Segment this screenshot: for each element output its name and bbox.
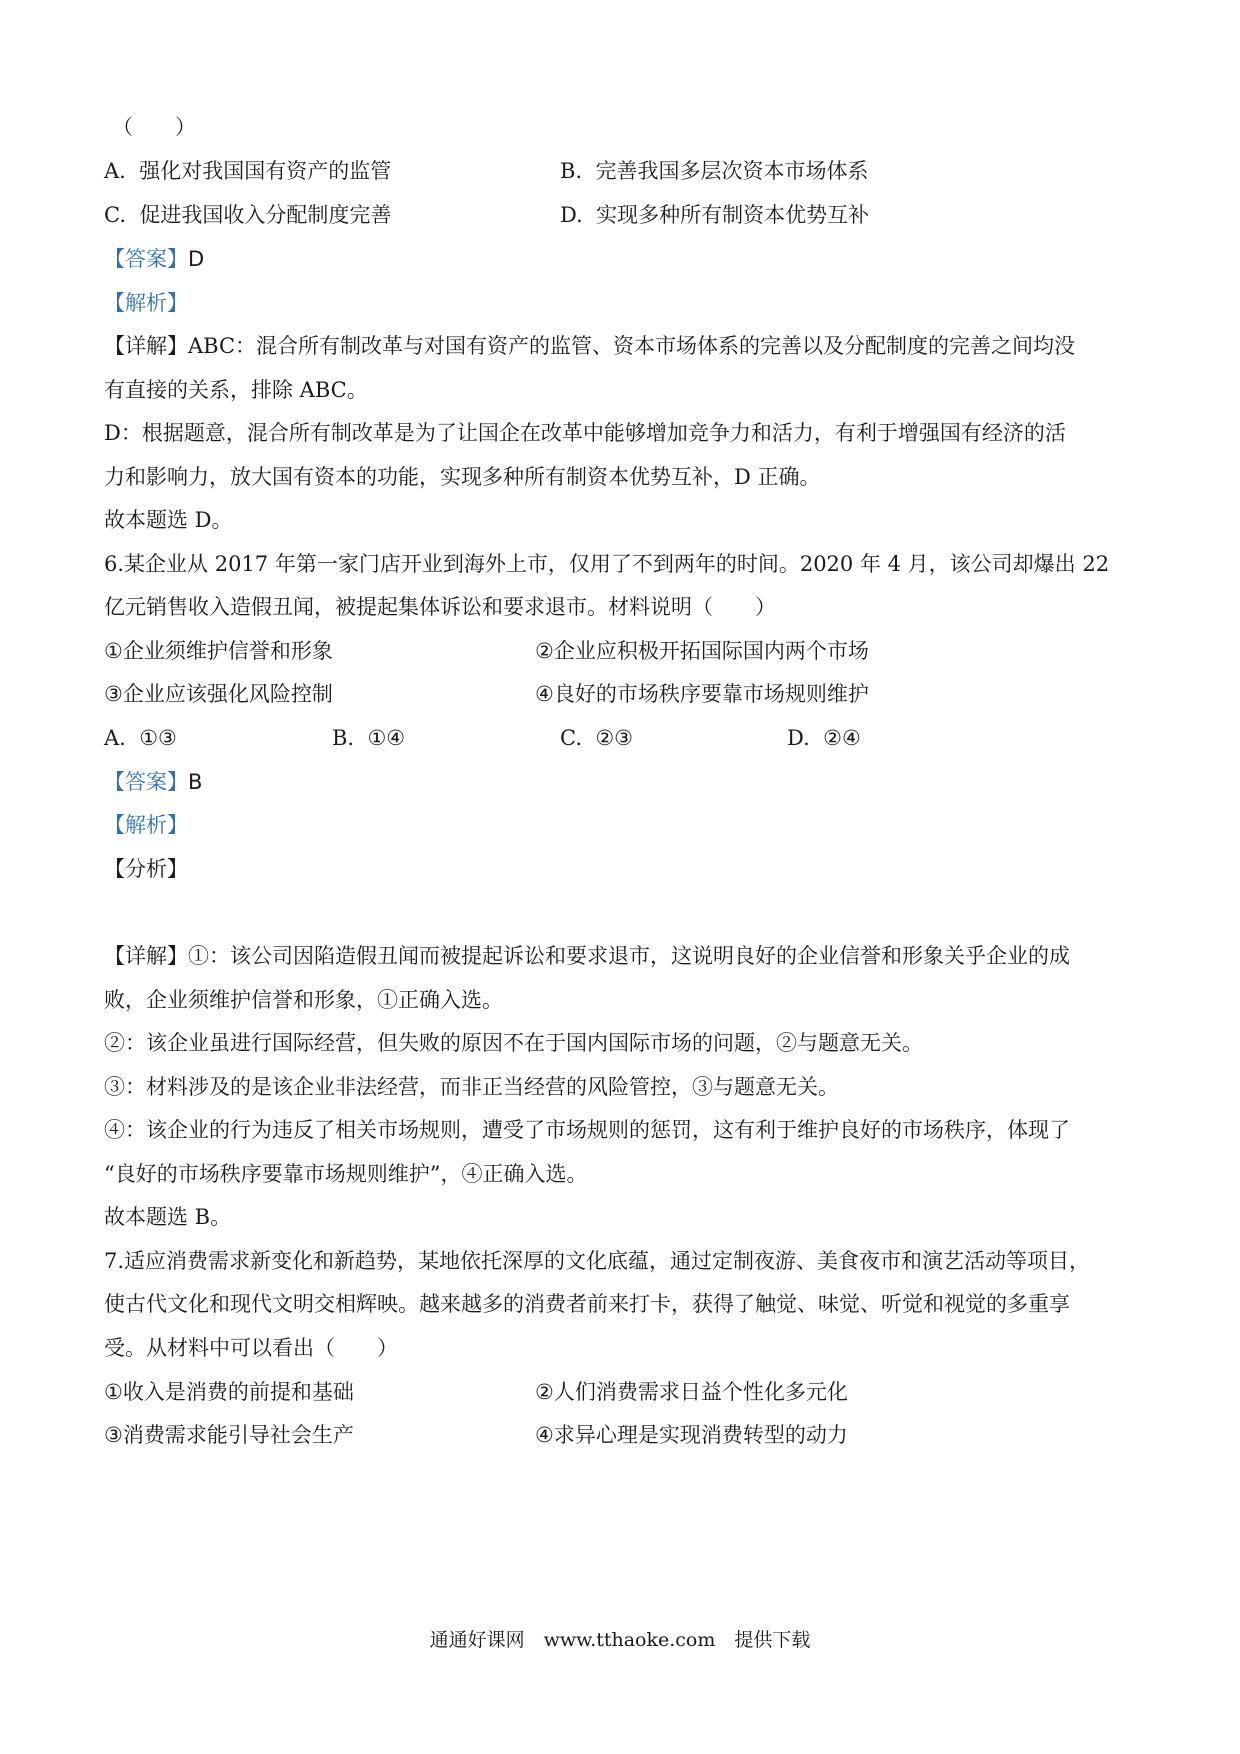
- q6-option-d-text: ②④: [823, 726, 861, 750]
- q5-option-c-letter: C.: [104, 203, 126, 227]
- q6-stem-line-1: 6.某企业从 2017 年第一家门店开业到海外上市，仅用了不到两年的时间。2020 年 4 月，该公司却爆出 22: [104, 552, 1110, 576]
- q6-detail-line-3: ②：该企业虽进行国际经营，但失败的原因不在于国内国际市场的问题，②与题意无关。: [104, 1031, 923, 1055]
- q6-option-d-letter: D.: [787, 726, 810, 750]
- q5-option-d-letter: D.: [560, 203, 583, 227]
- q6-item-2: ②企业应积极开拓国际国内两个市场: [535, 639, 869, 663]
- q5-detail-line-1: [104, 331, 1075, 361]
- q6-answer-tag: 【答案】: [104, 770, 188, 794]
- q6-conclusion: 故本题选 B。: [104, 1205, 232, 1229]
- q5-answer-tag: 【答案】: [104, 247, 188, 271]
- q5-option-a: [104, 156, 391, 186]
- q6-option-b-letter: B.: [332, 726, 355, 750]
- q6-option-c-letter: C.: [560, 726, 582, 750]
- q6-item-1: ①企业须维护信誉和形象: [104, 639, 333, 663]
- q7-item-4: ④求异心理是实现消费转型的动力: [535, 1423, 848, 1447]
- q5-option-d: [560, 200, 869, 230]
- q5-answer: [104, 244, 204, 274]
- q5-detail-text-1: ABC：混合所有制改革与对国有资产的监管、资本市场体系的完善以及分配制度的完善之间均没: [188, 334, 1076, 358]
- q5-detail-tag: 【详解】: [104, 334, 188, 358]
- q5-conclusion: 故本题选 D。: [104, 508, 233, 532]
- q6-detail-text-1: ①：该公司因陷造假丑闻而被提起诉讼和要求退市，这说明良好的企业信誉和形象关乎企业的成: [188, 944, 1070, 968]
- q6-option-a-letter: A.: [104, 726, 126, 750]
- q6-answer: [104, 767, 202, 797]
- q5-detail-line-4: 力和影响力，放大国有资本的功能，实现多种所有制资本优势互补，D 正确。: [104, 465, 821, 489]
- q5-option-d-text: 实现多种所有制资本优势互补: [596, 203, 870, 227]
- q6-answer-value: B: [188, 770, 203, 794]
- q6-detail-line-6: “良好的市场秩序要靠市场规则维护”，④正确入选。: [104, 1162, 588, 1186]
- q7-item-3: ③消费需求能引导社会生产: [104, 1423, 354, 1447]
- q5-option-c: [104, 200, 391, 230]
- q6-detail-line-2: 败，企业须维护信誉和形象，①正确入选。: [104, 988, 503, 1012]
- q5-analysis-tag: 【解析】: [104, 291, 188, 315]
- q5-detail-line-3: D：根据题意，混合所有制改革是为了让国企在改革中能够增加竞争力和活力，有利于增强国有经济的活: [104, 421, 1066, 445]
- q6-option-d: [787, 723, 861, 753]
- q5-option-c-text: 促进我国收入分配制度完善: [139, 203, 392, 227]
- q6-option-b-text: ①④: [367, 726, 406, 750]
- q5-option-b-text: 完善我国多层次资本市场体系: [595, 159, 869, 183]
- q5-stem-tail: （ ）: [112, 115, 196, 139]
- q6-fenxi-tag: 【分析】: [104, 857, 188, 881]
- page-footer: 通通好课网 www.tthaoke.com 提供下载: [429, 1629, 811, 1651]
- q7-stem-line-3: 受。从材料中可以看出（ ）: [104, 1336, 398, 1360]
- q7-item-1: ①收入是消费的前提和基础: [104, 1380, 354, 1404]
- q6-option-c: [560, 723, 633, 753]
- q6-option-a-text: ①③: [139, 726, 177, 750]
- q7-item-2: ②人们消费需求日益个性化多元化: [535, 1380, 848, 1404]
- q6-item-3: ③企业应该强化风险控制: [104, 682, 333, 706]
- q7-stem-line-1: 7.适应消费需求新变化和新趋势，某地依托深厚的文化底蕴，通过定制夜游、美食夜市和演艺活动等项目，: [104, 1249, 1091, 1273]
- q6-option-b: [332, 723, 405, 753]
- q6-detail-line-5: ④：该企业的行为违反了相关市场规则，遭受了市场规则的惩罚，这有利于维护良好的市场秩序，体现了: [104, 1118, 1070, 1142]
- q6-item-4: ④良好的市场秩序要靠市场规则维护: [535, 682, 869, 706]
- q7-stem-line-2: 使古代文化和现代文明交相辉映。越来越多的消费者前来打卡，获得了触觉、味觉、听觉和视觉的多重享: [104, 1292, 1070, 1316]
- q6-detail-tag: 【详解】: [104, 944, 188, 968]
- q5-option-a-letter: A.: [104, 159, 126, 183]
- q6-stem-line-2: 亿元销售收入造假丑闻，被提起集体诉讼和要求退市。材料说明（ ）: [104, 595, 776, 619]
- q6-detail-line-4: ③：材料涉及的是该企业非法经营，而非正当经营的风险管控，③与题意无关。: [104, 1075, 839, 1099]
- q5-option-b-letter: B.: [560, 159, 583, 183]
- q6-option-a: [104, 723, 177, 753]
- q5-option-b: [560, 156, 868, 186]
- q6-option-c-text: ②③: [595, 726, 634, 750]
- q6-analysis-tag: 【解析】: [104, 813, 188, 837]
- q5-answer-value: D: [188, 247, 205, 271]
- q5-detail-line-2: 有直接的关系，排除 ABC。: [104, 378, 368, 402]
- q6-detail-line-1: [104, 941, 1070, 971]
- q5-option-a-text: 强化对我国国有资产的监管: [139, 159, 392, 183]
